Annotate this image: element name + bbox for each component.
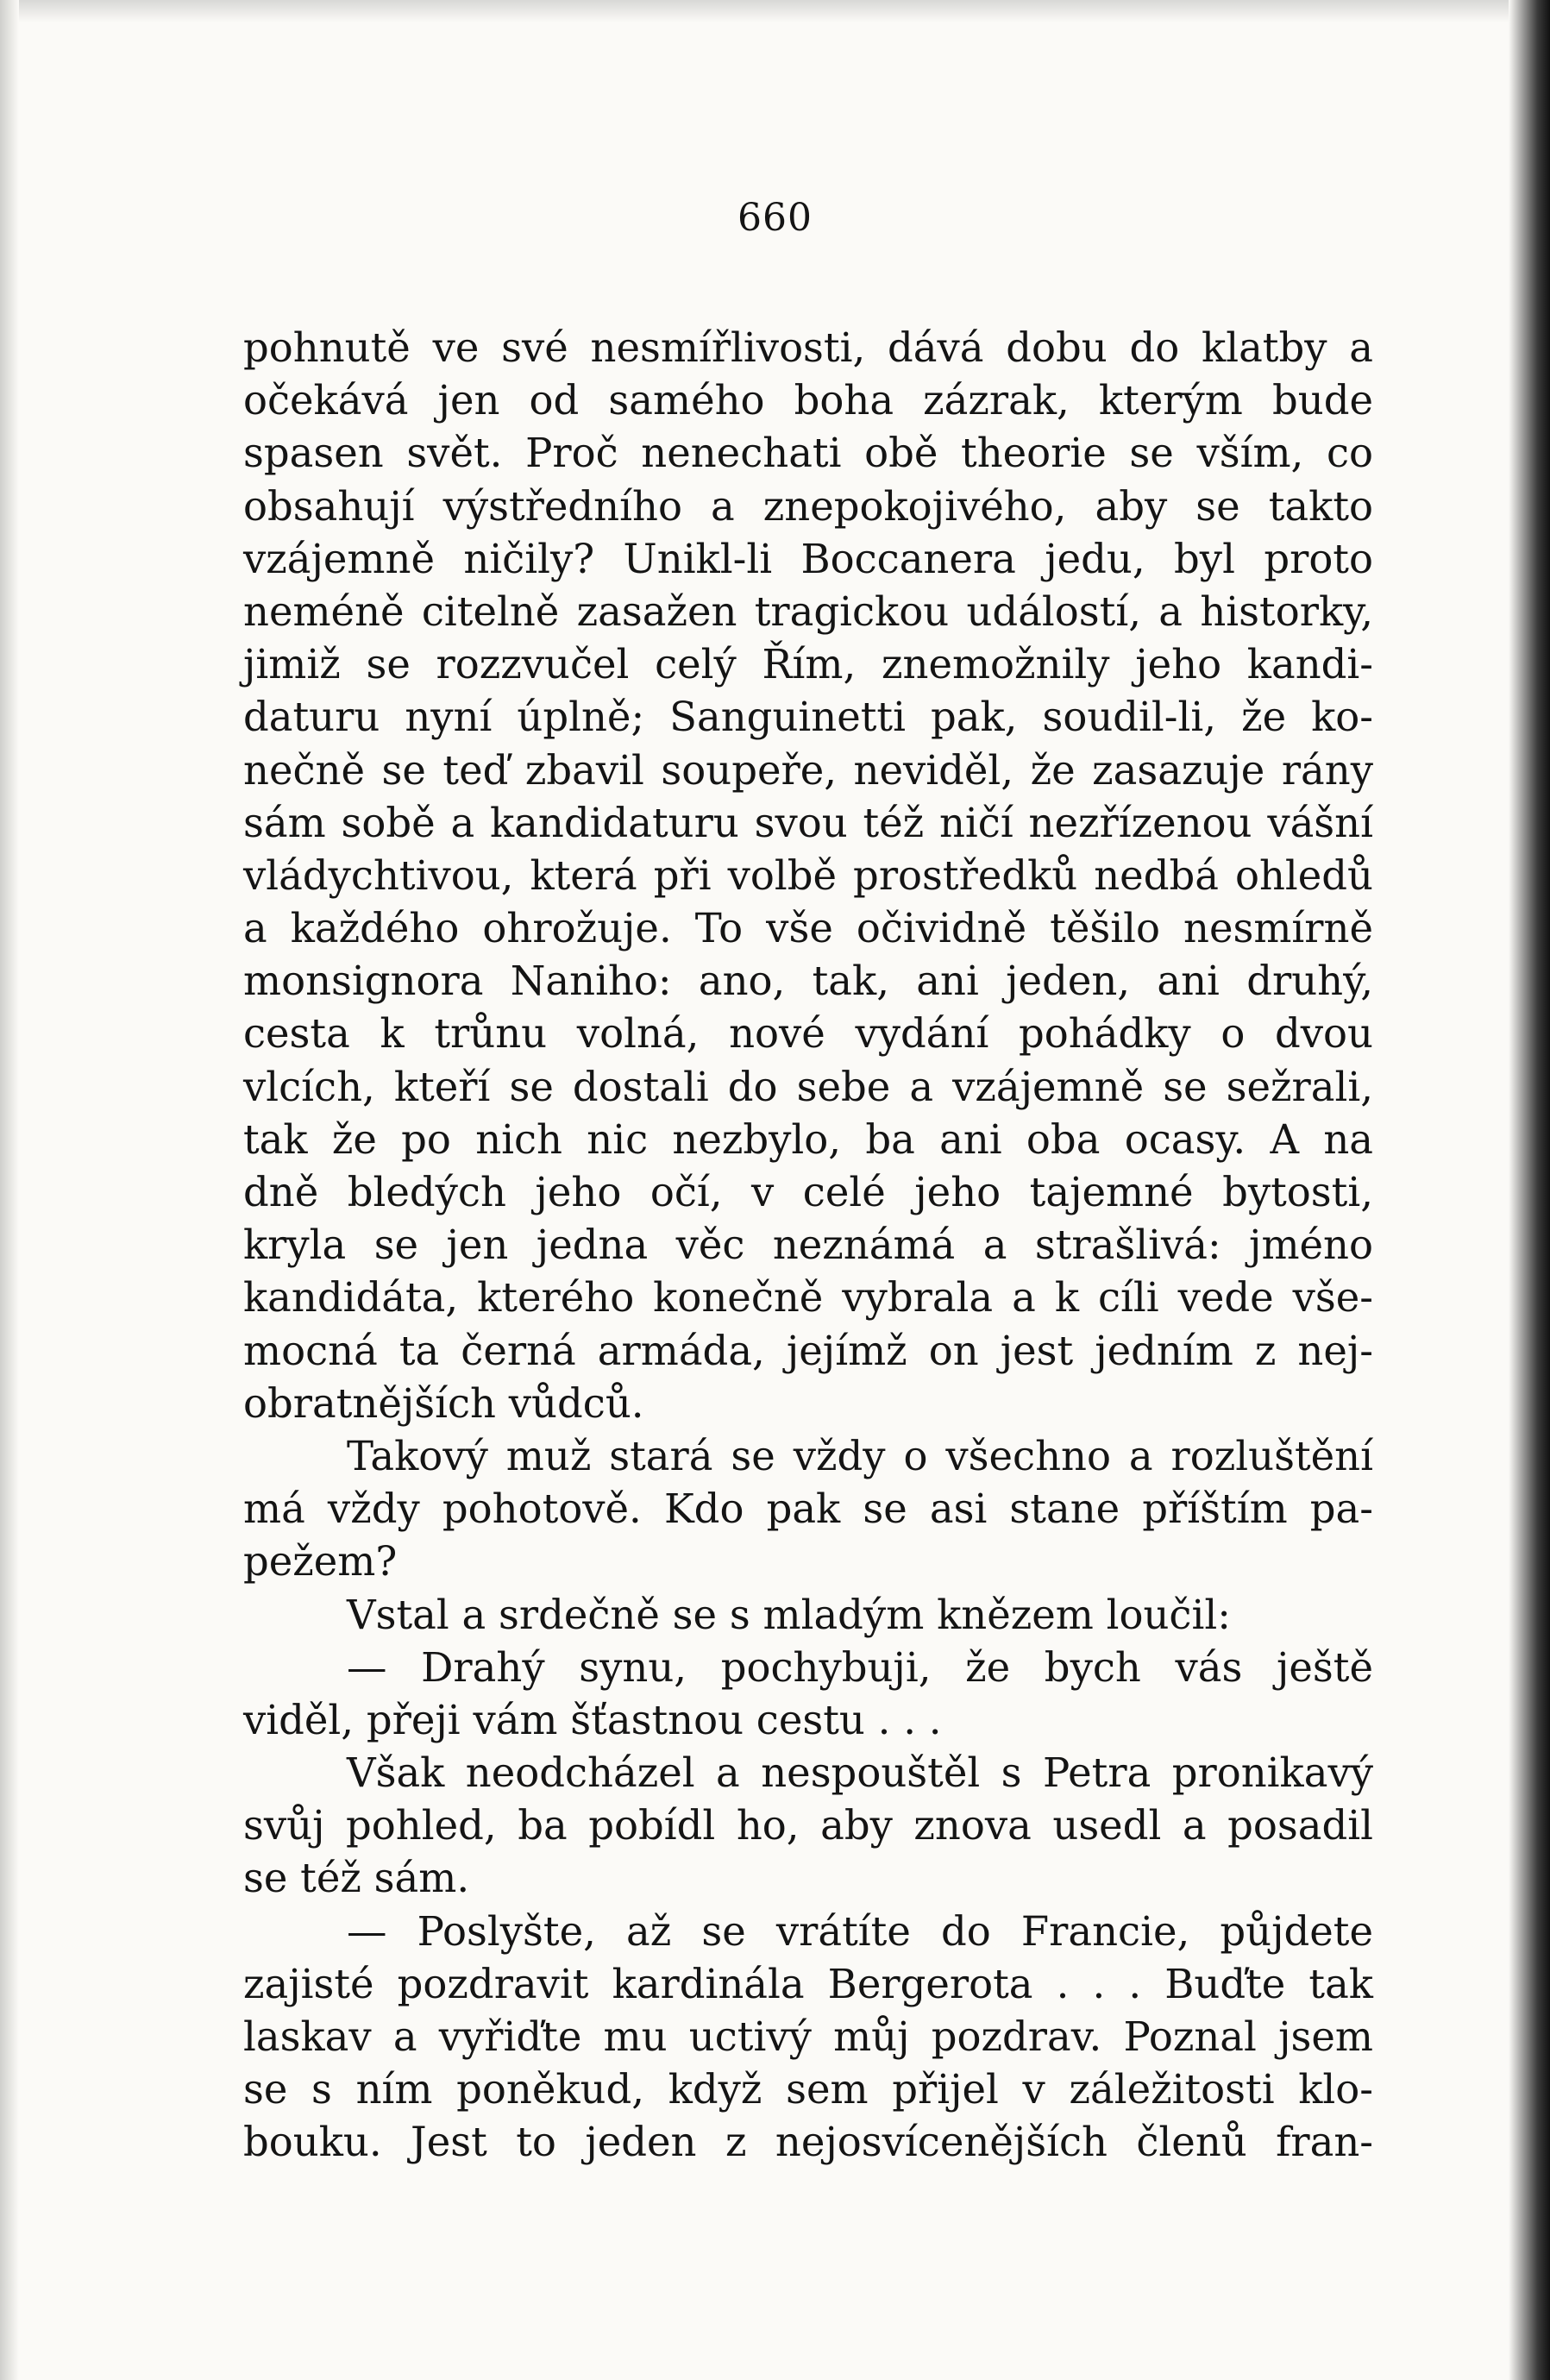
text-line: daturu nyní úplně; Sanguinetti pak, soudil-li, že ko- (243, 694, 1373, 741)
text-line: obsahují výstředního a znepokojivého, aby se takto (243, 482, 1373, 530)
text-line: cesta k trůnu volná, nové vydání pohádky o dvou (243, 1010, 1373, 1058)
page-right-edge (1509, 0, 1550, 2380)
text-line: Takový muž stará se vždy o všechno a rozluštění (347, 1432, 1373, 1479)
text-line: pežem? (243, 1538, 398, 1586)
text-line: — Drahý synu, pochybuji, že bych vás ještě (347, 1643, 1373, 1691)
text-line: nečně se teď zbavil soupeře, neviděl, že zasazuje rány (243, 746, 1373, 794)
text-line: mocná ta černá armáda, jejímž on jest jedním z nej- (243, 1327, 1373, 1374)
text-line: jimiž se rozzvučel celý Řím, znemožnily jeho kandi- (243, 641, 1373, 688)
text-line: očekává jen od samého boha zázrak, kterým bude (243, 377, 1373, 424)
text-line: laskav a vyřiďte mu uctivý můj pozdrav. Poznal jsem (243, 2013, 1373, 2060)
text-line: se s ním poněkud, když sem přijel v záležitosti klo- (243, 2066, 1373, 2113)
text-line: — Poslyšte, až se vrátíte do Francie, půjdete (347, 1907, 1373, 1955)
body-text (243, 322, 1373, 2170)
text-line: monsignora Naniho: ano, tak, ani jeden, ani druhý, (243, 958, 1373, 1005)
text-line: bouku. Jest to jeden z nejosvícenějších členů fran- (243, 2119, 1373, 2166)
text-line: pohnutě ve své nesmířlivosti, dává dobu do klatby a (243, 324, 1373, 371)
text-line: obratnějších vůdců. (243, 1379, 644, 1427)
text-line: viděl, přeji vám šťastnou cestu . . . (243, 1696, 942, 1743)
text-line: dně bledých jeho očí, v celé jeho tajemné bytosti, (243, 1169, 1373, 1215)
text-line: neméně citelně zasažen tragickou událostí, a historky, (243, 587, 1373, 635)
text-line: Vstal a srdečně se s mladým knězem loučil: (347, 1591, 1231, 1638)
page-left-shadow (0, 0, 19, 2380)
text-line: vládychtivou, která při volbě prostředků nedbá ohledů (243, 851, 1373, 899)
text-line: sám sobě a kandidaturu svou též ničí nezřízenou vášní (243, 799, 1373, 846)
text-line: spasen svět. Proč nenechati obě theorie se vším, co (243, 430, 1373, 477)
text-line: zajisté pozdravit kardinála Bergerota . . . Buďte tak (243, 1960, 1373, 2007)
text-line: tak že po nich nic nezbylo, ba ani oba ocasy. A na (243, 1115, 1373, 1163)
page-top-shadow (0, 0, 1550, 22)
text-line: se též sám. (243, 1855, 470, 1902)
text-line: má vždy pohotově. Kdo pak se asi stane příštím pa- (243, 1485, 1373, 1533)
text-line: Však neodcházel a nespouštěl s Petra pronikavý (347, 1749, 1373, 1797)
page-number: 660 (737, 196, 813, 240)
text-line: vlcích, kteří se dostali do sebe a vzájemně se sežrali, (243, 1063, 1373, 1110)
text-line: kryla se jen jedna věc neznámá a strašlivá: jméno (243, 1221, 1373, 1269)
text-line: kandidáta, kterého konečně vybrala a k cíli vede vše- (243, 1274, 1373, 1322)
text-line: a každého ohrožuje. To vše očividně těšilo nesmírně (243, 905, 1373, 952)
text-line: vzájemně ničily? Unikl-li Boccanera jedu, byl proto (243, 535, 1373, 582)
text-line: svůj pohled, ba pobídl ho, aby znova usedl a posadil (243, 1802, 1373, 1849)
